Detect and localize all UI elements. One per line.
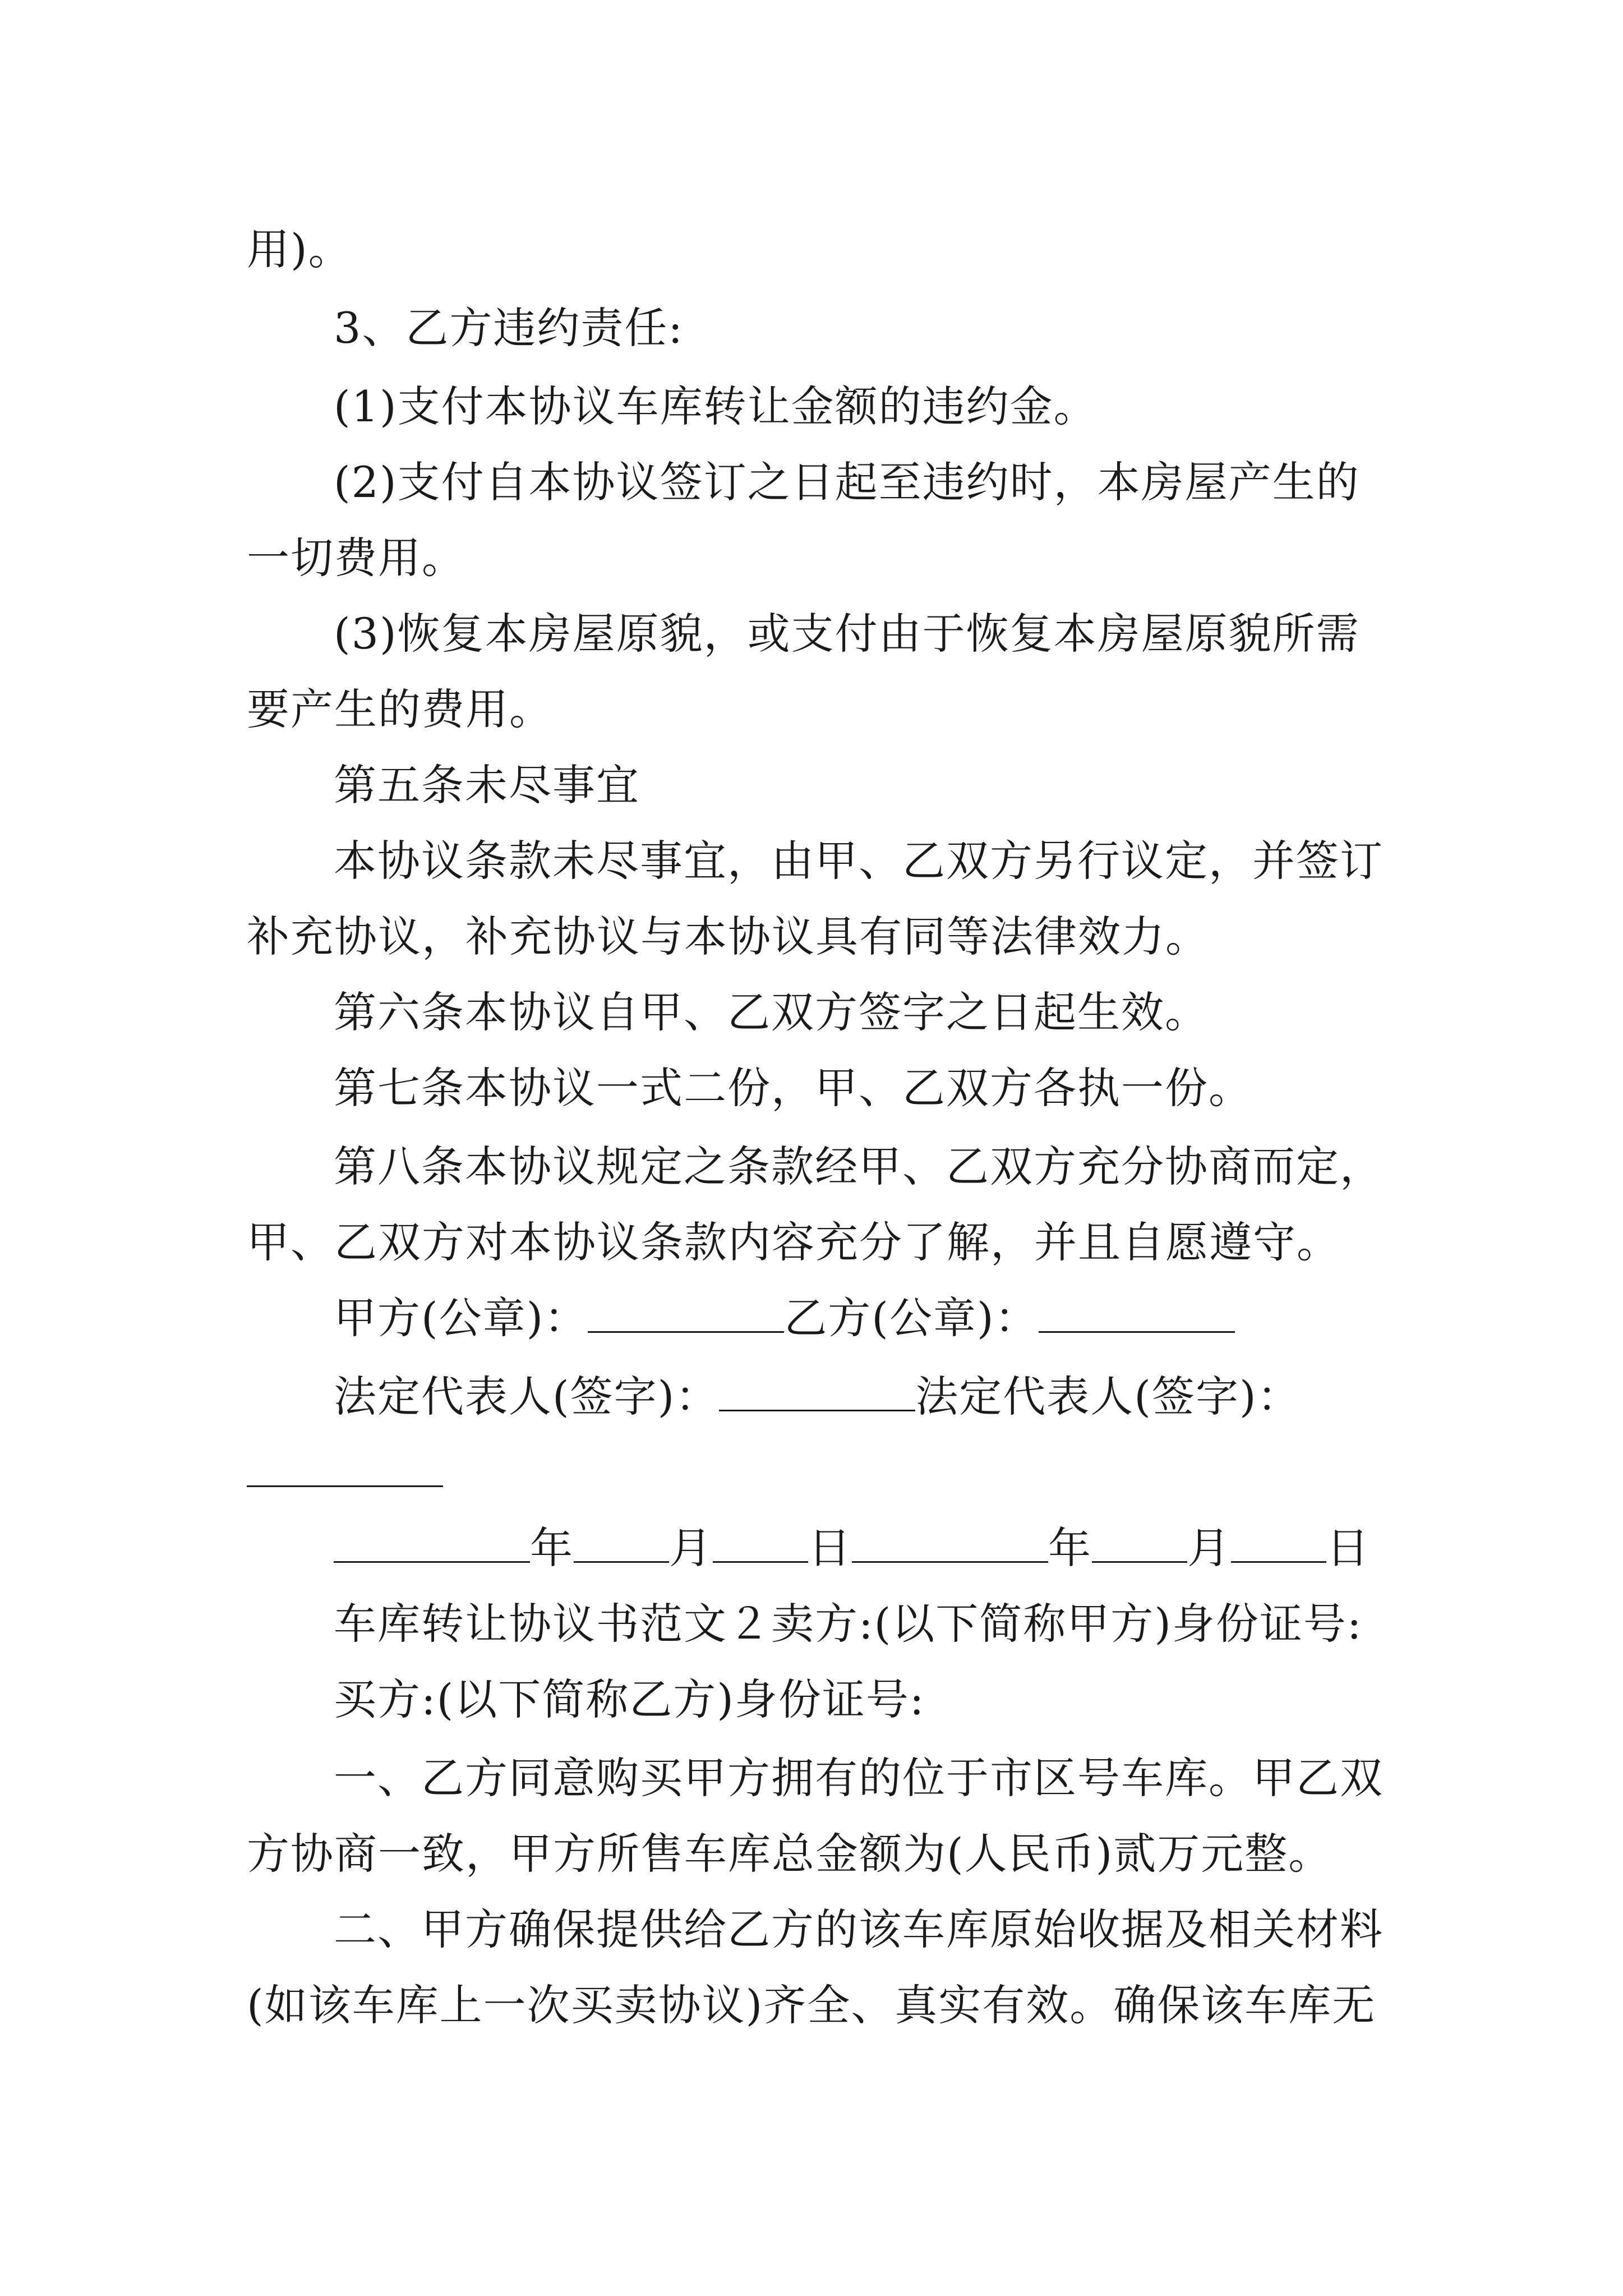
- sample2-line-3: 一、乙方同意购买甲方拥有的位于市区号车库。甲乙双: [334, 1753, 1384, 1803]
- rep-b-sign-label: 法定代表人(签字)：: [915, 1372, 1301, 1421]
- date-a-day-label: 日: [808, 1523, 852, 1573]
- text-line-1: 用)。: [247, 224, 352, 274]
- rep-b-blank-line: [247, 1444, 443, 1501]
- date-b-day-label: 日: [1326, 1523, 1370, 1573]
- text-line-7: 要产生的费用。: [247, 684, 553, 734]
- text-line-5: 一切费用。: [247, 533, 465, 583]
- sample2-line-5: 二、甲方确保提供给乙方的该车库原始收据及相关材料: [334, 1904, 1384, 1954]
- party-b-seal-label: 乙方(公章)：: [784, 1293, 1039, 1343]
- date-a-month-blank[interactable]: [574, 1521, 669, 1563]
- rep-a-sign-label: 法定代表人(签字)：: [334, 1372, 720, 1421]
- sample2-line-4: 方协商一致，甲方所售车库总金额为(人民币)贰万元整。: [247, 1829, 1332, 1879]
- signature-rep-line: [334, 1369, 1301, 1425]
- date-a-year-label: 年: [530, 1523, 574, 1573]
- party-a-seal-blank[interactable]: [588, 1291, 784, 1333]
- text-line-3: (1)支付本协议车库转让金额的违约金。: [334, 381, 1098, 431]
- date-b-day-blank[interactable]: [1231, 1521, 1326, 1563]
- text-line-10: 补充协议，补充协议与本协议具有同等法律效力。: [247, 912, 1209, 961]
- date-a-year-blank[interactable]: [334, 1521, 530, 1563]
- text-line-6: (3)恢复本房屋原貌，或支付由于恢复本房屋原貌所需: [334, 609, 1360, 659]
- text-line-14: 甲、乙双方对本协议条款内容充分了解，并且自愿遵守。: [247, 1217, 1340, 1267]
- date-a-month-label: 月: [669, 1523, 713, 1573]
- sample2-line-6: (如该车库上一次买卖协议)齐全、真实有效。确保该车库无: [247, 1980, 1376, 2030]
- text-line-4: (2)支付自本协议签订之日起至违约时，本房屋产生的: [334, 457, 1360, 507]
- text-line-9: 本协议条款未尽事宜，由甲、乙双方另行议定，并签订: [334, 836, 1384, 886]
- rep-a-sign-blank[interactable]: [719, 1369, 915, 1411]
- sample2-line-1: 车库转让协议书范文２卖方:(以下简称甲方)身份证号:: [334, 1599, 1363, 1649]
- date-b-year-blank[interactable]: [852, 1521, 1048, 1563]
- date-b-month-blank[interactable]: [1092, 1521, 1187, 1563]
- sample2-line-2: 买方:(以下简称乙方)身份证号:: [334, 1674, 925, 1724]
- rep-b-sign-blank[interactable]: [247, 1445, 443, 1487]
- text-line-12: 第七条本协议一式二份，甲、乙双方各执一份。: [334, 1063, 1252, 1113]
- section-heading-5: 第五条未尽事宜: [334, 760, 640, 810]
- date-a-day-blank[interactable]: [713, 1521, 808, 1563]
- party-b-seal-blank[interactable]: [1039, 1291, 1235, 1333]
- date-line: [334, 1520, 1370, 1576]
- date-b-year-label: 年: [1048, 1523, 1092, 1573]
- text-line-11: 第六条本协议自甲、乙双方签字之日起生效。: [334, 987, 1209, 1037]
- signature-party-line: [334, 1290, 1235, 1346]
- date-b-month-label: 月: [1187, 1523, 1231, 1573]
- text-line-2: 3、乙方违约责任:: [334, 303, 684, 353]
- text-line-13: 第八条本协议规定之条款经甲、乙双方充分协商而定，: [334, 1142, 1384, 1191]
- party-a-seal-label: 甲方(公章)：: [334, 1293, 588, 1343]
